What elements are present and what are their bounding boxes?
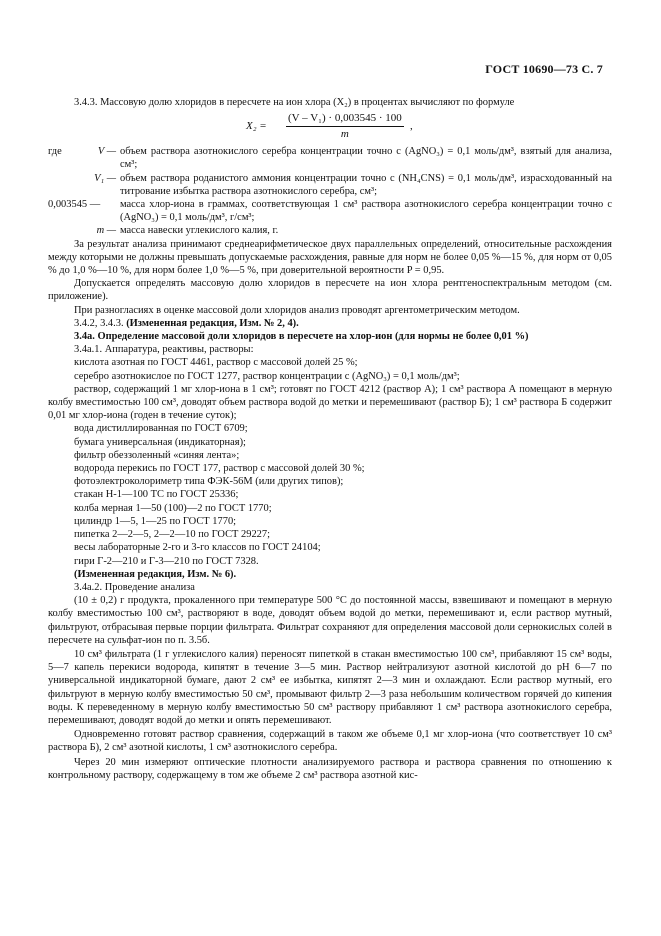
var-constant: 0,003545 — [48,199,101,211]
var-v: V — [97,146,116,158]
list-item: колба мерная 1—50 (100)—2 по ГОСТ 1770; [74,502,272,514]
section-3-4-3-text: 3.4.3. Массовую долю хлоридов в пересчете на ион хлора (X₂) в процентах вычисляют по формуле [74,97,515,108]
formula-denominator: m [340,128,349,141]
list-item: серебро азотнокислое по ГОСТ 1277, раствор концентрации c (AgNO₃) = 0,1 моль/дм³; [74,370,460,382]
dispute-paragraph: При разногласиях в оценке массовой доли хлоридов анализ проводят аргентометрическим методом. [74,304,520,316]
formula-fraction [286,112,404,141]
list-item: цилиндр 1—5, 1—25 по ГОСТ 1770; [74,515,237,527]
result-paragraph: За результат анализа принимают среднеарифметическое двух параллельных определений, относительные расхождения между которыми не должны превышать допускаемые расхождения, равные для норм не более 0,05 %—15 %, для норм от 0,05 % до 1,0 %—10 %, для норм более 1,0 %—5 %, при доверительной вероятности P = 0,95. [48,238,612,277]
edit-note-6: (Измененная редакция, Изм. № 6). [74,568,237,580]
definition-m [48,224,612,237]
xray-method-paragraph: Допускается определять массовую долю хлоридов в пересчете на ион хлора рентгеноспектральным методом (см. приложение). [48,278,612,303]
analysis-paragraph-2: 10 см³ фильтрата (1 г углекислого калия) переносят пипеткой в стакан вместимостью 100 см³, прибавляют 15 см³ воды, 5—7 капель перекиси водорода, кипятят в течение 3—5 мин. Раствор нейтрализуют азотной кислотой до pH 6—7 по универсальной индикаторной бумаге, дают 2 см³ ее избытка, кипятят 2—3 мин и охлаждают. Если раствор мутный, его фильтруют в мерную колбу вместимостью 50 см³, промывают фильтр 2—3 раза небольшим количеством горячей до кипения воды. К переведенному в мерную колбу вместимостью 50 см³ раствору прибавляют 1 см³ раствора азотнокислого серебра, перемешивают, доводят водой до метки и опять перемешивают. [48,648,612,726]
formula-numerator: (V – V₁) · 0,003545 · 100 [286,112,404,127]
edit-note-bold: (Измененная редакция, Изм. № 2, 4). [126,317,299,329]
page-header: ГОСТ 10690—73 С. 7 [485,62,603,76]
list-item: весы лабораторные 2-го и 3-го классов по ГОСТ 24104; [74,542,321,554]
list-item: вода дистиллированная по ГОСТ 6709; [74,423,248,435]
list-item: фильтр обеззоленный «синяя лента»; [74,449,240,461]
var-v1: V₁ — [94,172,116,184]
def-constant-text: масса хлор-иона в граммах, соответствующая 1 см³ раствора азотнокислого серебра концентрации точно c (AgNO₃) = 0,1 моль/дм³, г/см³; [120,199,612,224]
reagents-list [48,356,612,567]
document-body [48,96,612,782]
def-m-text: масса навески углекислого калия, г. [120,225,279,237]
list-item: кислота азотная по ГОСТ 4461, раствор с массовой долей 25 %; [74,357,358,369]
analysis-paragraph-1: (10 ± 0,2) г продукта, прокаленного при температуре 500 °С до постоянной массы, взвешивают и помещают в мерную колбу вместимостью 100 см³, растворяют в воде, доводят объем водой до метки, перемешивают и, если раствор мутный, фильтруют, отбрасывая первые порции фильтрата. Фильтрат сохраняют для определения массовой доли сернокислых солей в пересчете на сульфат-ион по п. 3.5б. [48,595,612,646]
variable-definitions [48,145,612,237]
def-v1-text: объем раствора роданистого аммония концентрации точно c (NH₄CNS) = 0,1 моль/дм³, израсходованный на титрование избытка раствора азотнокислого серебра, см³; [120,172,612,197]
analysis-paragraph-4: Через 20 мин измеряют оптические плотности анализируемого раствора и раствора сравнения по отношению к контрольному раствору, содержащему в том же объеме 2 см³ раствора азотной кис- [48,756,612,781]
list-item: бумага универсальная (индикаторная); [74,436,246,448]
analysis-paragraph-3: Одновременно готовят раствор сравнения, содержащий в таком же объеме 0,1 мг хлор-иона (что соответствует 10 см³ раствора Б), 2 см³ азотной кислоты, 1 см³ азотнокислого серебра. [48,729,612,754]
section-3-4a-2-heading: 3.4а.2. Проведение анализа [74,581,195,593]
section-3-4a-heading: 3.4а. Определение массовой доли хлоридов в пересчете на хлор-ион (для нормы не более 0,01 %) [74,331,529,343]
var-m: m — [96,225,116,237]
formula-lhs: X₂ = [246,120,267,133]
list-item: фотоэлектроколориметр типа ФЭК-56М (или других типов); [74,476,344,488]
where-label: где [48,146,62,158]
definition-constant [48,198,612,224]
list-item: гири Г-2—210 и Г-3—210 по ГОСТ 7328. [74,555,259,567]
list-item: пипетка 2—2—5, 2—2—10 по ГОСТ 29227; [74,529,271,541]
list-item: водорода перекись по ГОСТ 177, раствор с массовой долей 30 %; [74,463,365,475]
edit-note-2-4 [48,317,612,330]
edit-note-prefix: 3.4.2, 3.4.3. [74,317,124,329]
definition-v1 [48,172,612,198]
definition-v [48,145,612,171]
section-3-4a-1-heading: 3.4а.1. Аппаратура, реактивы, растворы: [74,344,254,356]
formula-comma: , [410,120,413,133]
def-v-text: объем раствора азотнокислого серебра концентрации точно c (AgNO₃) = 0,1 моль/дм³, взятый для анализа, см³; [120,146,612,171]
chloride-formula [48,112,612,142]
list-item: стакан Н-1—100 ТС по ГОСТ 25336; [74,489,239,501]
list-item: раствор, содержащий 1 мг хлор-иона в 1 см³; готовят по ГОСТ 4212 (раствор А); 1 см³ раствора А помещают в мерную колбу вместимостью 100 см³, доводят объем раствора водой до метки и перемешивают (раствор Б); 1 см³ раствора Б содержит 0,01 мг хлор-иона (годен в течение суток); [48,383,612,422]
